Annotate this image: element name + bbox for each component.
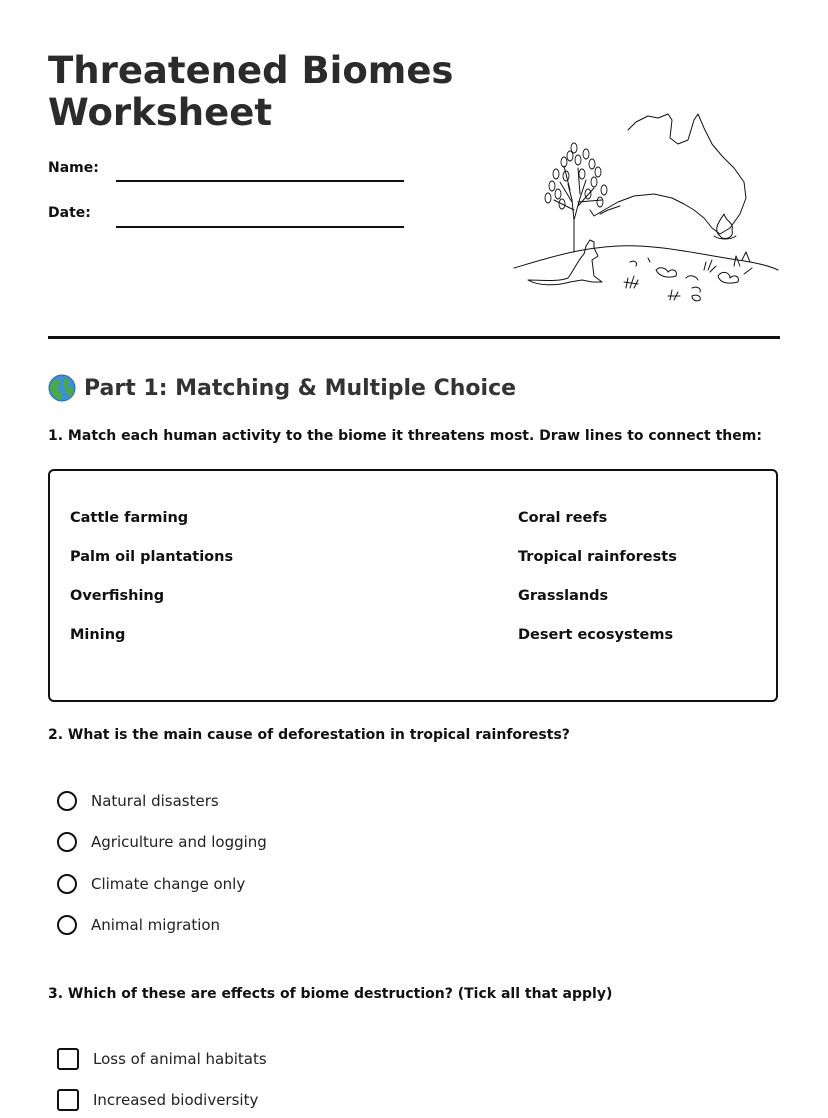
globe-icon xyxy=(48,374,76,402)
part-1-title: Part 1: Matching & Multiple Choice xyxy=(84,375,517,401)
name-label: Name: xyxy=(48,160,99,176)
q2-option[interactable] xyxy=(57,791,219,811)
worksheet-title xyxy=(48,50,468,134)
q3-option[interactable] xyxy=(57,1048,267,1070)
matching-box xyxy=(48,469,778,702)
date-field[interactable] xyxy=(116,226,404,228)
q3-option[interactable] xyxy=(57,1089,258,1111)
radio-button[interactable] xyxy=(57,874,77,894)
activity-item[interactable]: Cattle farming xyxy=(70,510,189,526)
checkbox[interactable] xyxy=(57,1048,79,1070)
biome-item[interactable]: Desert ecosystems xyxy=(518,627,674,643)
biome-illustration xyxy=(508,110,784,310)
q2-option[interactable] xyxy=(57,832,267,852)
q2-option[interactable] xyxy=(57,874,245,894)
section-divider xyxy=(48,336,780,339)
question-3: 3. Which of these are effects of biome destruction? (Tick all that apply) xyxy=(48,986,613,1002)
radio-button[interactable] xyxy=(57,832,77,852)
option-label: Agriculture and logging xyxy=(91,833,267,851)
option-label: Animal migration xyxy=(91,916,221,934)
title-line-1: Threatened Biomes xyxy=(48,49,454,92)
date-label: Date: xyxy=(48,205,91,221)
radio-button[interactable] xyxy=(57,915,77,935)
option-label: Increased biodiversity xyxy=(93,1091,259,1109)
q2-option[interactable] xyxy=(57,915,220,935)
activity-item[interactable]: Palm oil plantations xyxy=(70,549,234,565)
biome-item[interactable]: Tropical rainforests xyxy=(518,549,677,565)
option-label: Climate change only xyxy=(91,875,246,893)
radio-button[interactable] xyxy=(57,791,77,811)
activity-item[interactable]: Mining xyxy=(70,627,126,643)
question-2: 2. What is the main cause of deforestation in tropical rainforests? xyxy=(48,727,570,743)
part-1-heading xyxy=(48,374,516,402)
name-field[interactable] xyxy=(116,180,404,182)
checkbox[interactable] xyxy=(57,1089,79,1111)
question-1: 1. Match each human activity to the biome it threatens most. Draw lines to connect them: xyxy=(48,428,762,444)
title-line-2: Worksheet xyxy=(48,91,273,134)
biome-item[interactable]: Grasslands xyxy=(518,588,609,604)
option-label: Natural disasters xyxy=(91,792,219,810)
biome-item[interactable]: Coral reefs xyxy=(518,510,608,526)
option-label: Loss of animal habitats xyxy=(93,1050,267,1068)
activity-item[interactable]: Overfishing xyxy=(70,588,165,604)
